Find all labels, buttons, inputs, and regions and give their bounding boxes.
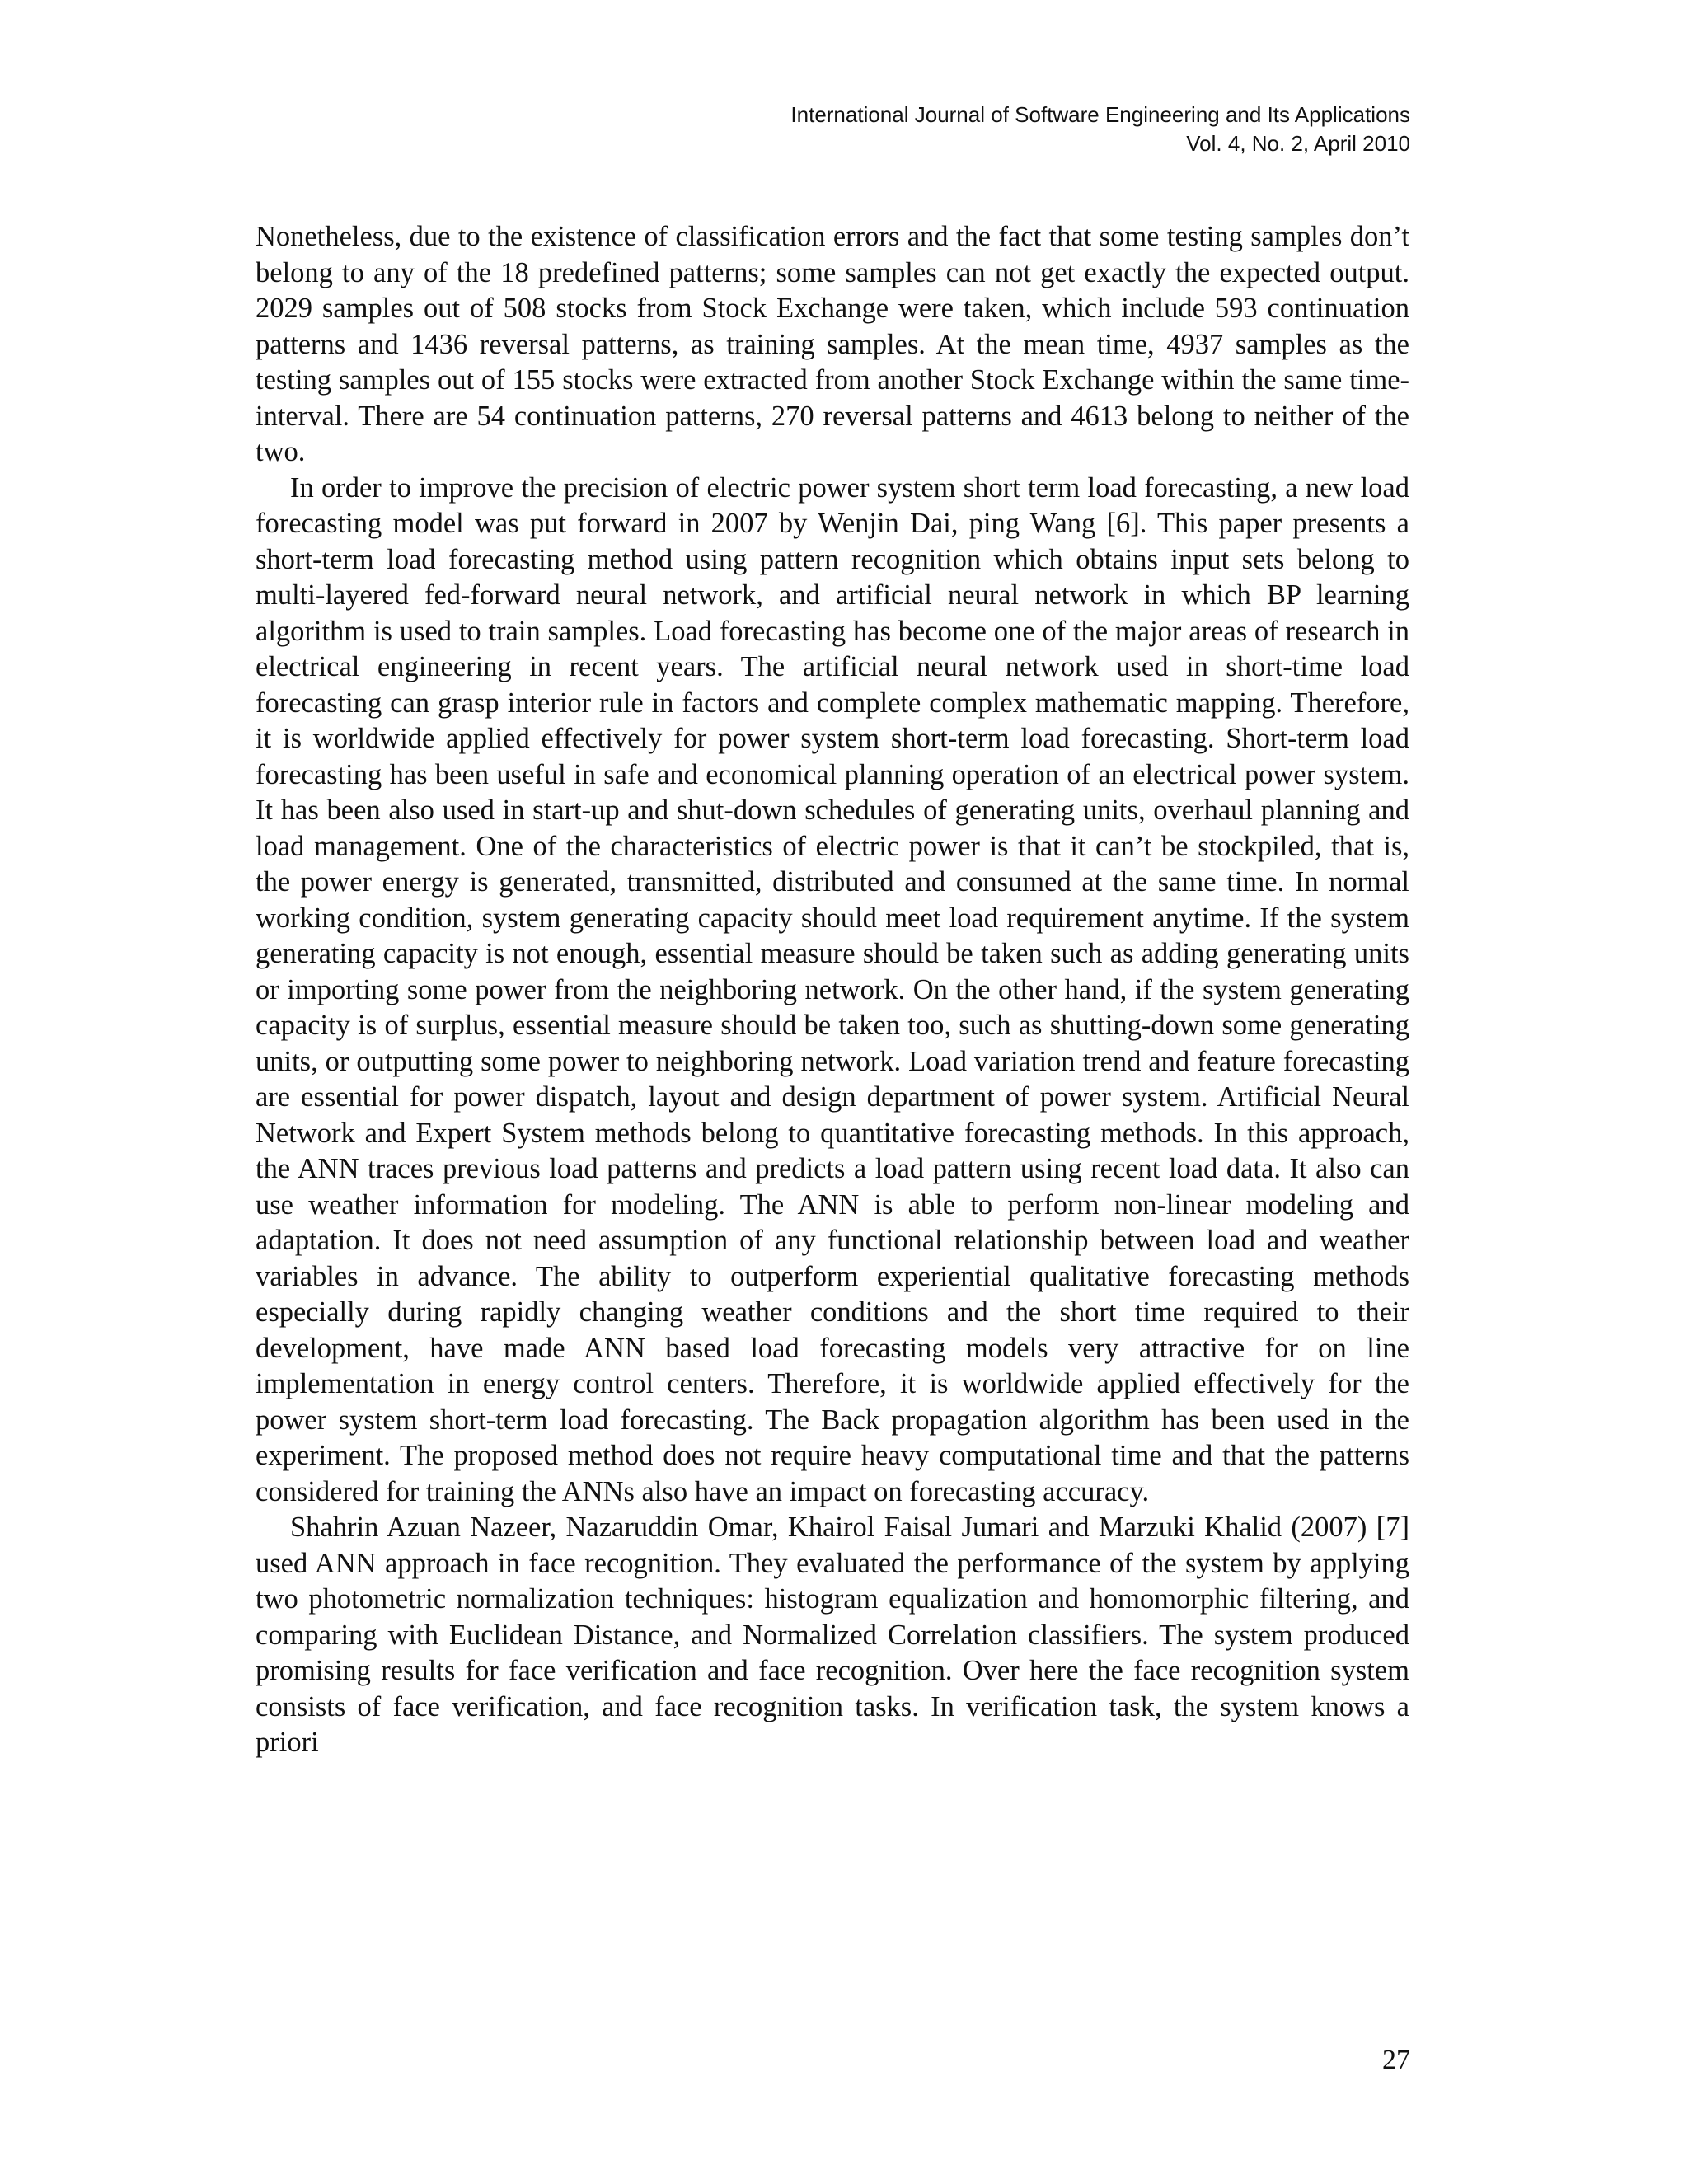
paragraph-continued: Nonetheless, due to the existence of classification errors and the fact that some testing samples don’t belong to any of the 18 predefined patterns; some samples can not get exactly the expected output. 2029 samples out of 508 stocks from Stock Exchange were taken, which include 593 continuation patterns and 1436 reversal patterns, as training samples. At the mean time, 4937 samples as the testing samples out of 155 stocks were extracted from another Stock Exchange within the same time-interval. There are 54 continuation patterns, 270 reversal patterns and 4613 belong to neither of the two. <box>256 221 1409 467</box>
paragraph-load-forecasting: In order to improve the precision of electric power system short term load forecasting, a new load forecasting model was put forward in 2007 by Wenjin Dai, ping Wang [6]. This paper presents a short-term load forecasting method using pattern recognition which obtains input sets belong to multi-layered fed-forward neural network, and artificial neural network in which BP learning algorithm is used to train samples. Load forecasting has become one of the major areas of research in electrical engineering in recent years. The artificial neural network used in short-time load forecasting can grasp interior rule in factors and complete complex mathematic mapping. Therefore, it is worldwide applied effectively for power system short-term load forecasting. Short-term load forecasting has been useful in safe and economical planning operation of an electrical power system. It has been also used in start-up and shut-down schedules of generating units, overhaul planning and load management. One of the characteristics of electric power is that it can’t be stockpiled, that is, the power energy is generated, transmitted, distributed and consumed at the same time. In normal working condition, system generating capacity should meet load requirement anytime. If the system generating capacity is not enough, essential measure should be taken such as adding generating units or importing some power from the neighboring network. On the other hand, if the system generating capacity is of surplus, essential measure should be taken too, such as shutting-down some generating units, or outputting some power to neighboring network. Load variation trend and feature forecasting are essential for power dispatch, layout and design department of power system. Artificial Neural Network and Expert System methods belong to quantitative forecasting methods. In this approach, the ANN traces previous load patterns and predicts a load pattern using recent load data. It also can use weather information for modeling. The ANN is able to perform non-linear modeling and adaptation. It does not need assumption of any functional relationship between load and weather variables in advance. The ability to outperform experiential qualitative forecasting methods especially during rapidly changing weather conditions and the short time required to their development, have made ANN based load forecasting models very attractive for on line implementation in energy control centers. Therefore, it is worldwide applied effectively for the power system short-term load forecasting. The Back propagation algorithm has been used in the experiment. The proposed method does not require heavy computational time and that the patterns considered for training the ANNs also have an impact on forecasting accuracy. <box>256 471 1409 1507</box>
journal-title: International Journal of Software Engineering and Its Applications <box>790 102 1410 127</box>
body-text <box>256 219 1409 1761</box>
running-header <box>790 101 1410 158</box>
paragraph-face-recognition: Shahrin Azuan Nazeer, Nazaruddin Omar, Khairol Faisal Jumari and Marzuki Khalid (2007) [7] used ANN approach in face recognition. They evaluated the performance of the system by applying two photometric normalization techniques: histogram equalization and homomorphic filtering, and comparing with Euclidean Distance, and Normalized Correlation classifiers. The system produced promising results for face verification and face recognition. Over here the face recognition system consists of face verification, and face recognition tasks. In verification task, the system knows a priori <box>256 1511 1409 1758</box>
volume-info: Vol. 4, No. 2, April 2010 <box>1186 131 1410 156</box>
page-number: 27 <box>1382 2045 1410 2075</box>
